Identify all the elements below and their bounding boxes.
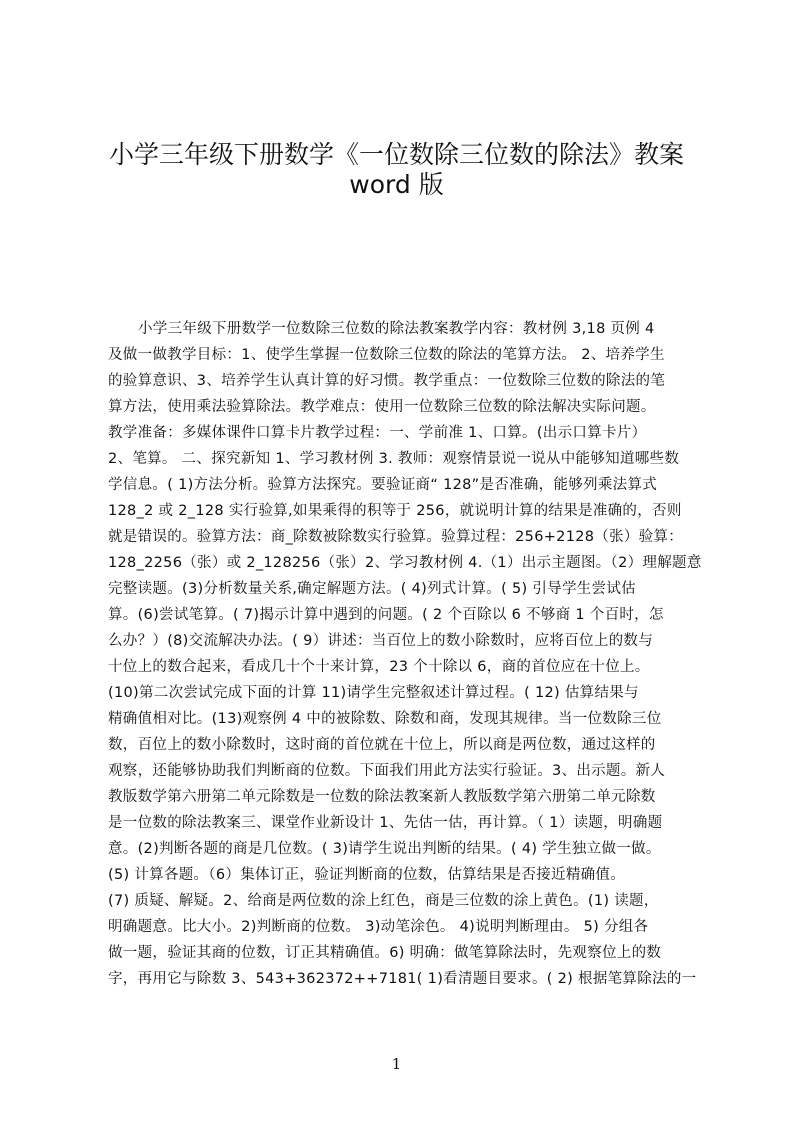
body-text-line: (5) 计算各题。（6）集体订正，验证判断商的位数，估算结果是否接近精确值。: [108, 867, 626, 883]
body-text-line: 意。(2)判断各题的商是几位数。( 3)请学生说出判断的结果。( 4) 学生独立做一做。: [108, 841, 661, 857]
body-text-line: 的验算意识、3、培养学生认真计算的好习惯。教学重点：一位数除三位数的除法的笔: [108, 373, 666, 389]
body-text-line: 字，再用它与除数 3、543+362372++7181( 1)看清题目要求。( 2) 根据笔算除法的一: [108, 971, 697, 987]
body-text-line: 完整读题。(3)分析数量关系,确定解题方法。( 4)列式计算。( 5) 引导学生尝试估: [108, 581, 636, 597]
body-text-line: 学信息。( 1)方法分析。验算方法探究。要验证商“ 128”是否准确，能够列乘法算式: [108, 477, 658, 493]
body-text-line: 128_2 或 2_128 实行验算,如果乘得的积等于 256，就说明计算的结果是准确的，否则: [108, 503, 682, 519]
body-text-line: 算方法，使用乘法验算除法。教学难点：使用一位数除三位数的除法解决实际问题。: [108, 399, 656, 415]
body-text-line: (10)第二次尝试完成下面的计算 11)请学生完整叙述计算过程。( 12) 估算结果与: [108, 685, 639, 701]
body-text-line: 教版数学第六册第二单元除数是一位数的除法教案新人教版数学第六册第二单元除数: [108, 789, 656, 805]
body-text-line: 数，百位上的数小除数时，这时商的首位就在十位上，所以商是两位数，通过这样的: [108, 737, 656, 753]
body-text-line: 128_2256（张）或 2_128256（张）2、学习教材例 4.（1）出示主题图。（2）理解题意: [108, 555, 702, 571]
body-text-line: 十位上的数合起来，看成几十个十来计算，23 个十除以 6，商的首位应在十位上。: [108, 659, 650, 675]
body-text-line: 2、笔算。 二、探究新知 1、学习教材例 3. 教师：观察情景说一说从中能够知道哪些数: [108, 451, 680, 467]
body-text-line: 么办？）(8)交流解决办法。( 9）讲述：当百位上的数小除数时，应将百位上的数与: [108, 633, 654, 649]
body-text-line: 是一位数的除法教案三、课堂作业新设计 1、先估一估，再计算。（ 1）读题，明确题: [108, 815, 663, 831]
body-text-line: (7) 质疑、解疑。2、给商是两位数的涂上红色，商是三位数的涂上黄色。(1) 读题，: [108, 893, 659, 909]
document-body: [108, 316, 706, 992]
title-line-1: 小学三年级下册数学《一位数除三位数的除法》教案: [108, 140, 684, 169]
body-text-line: 观察，还能够协助我们判断商的位数。下面我们用此方法实行验证。3、出示题。新人: [108, 763, 666, 779]
body-text-line: 算。(6)尝试笔算。( 7)揭示计算中遇到的问题。( 2 个百除以 6 不够商 1 个百时，怎: [108, 607, 664, 623]
body-text-line: 及做一做教学目标：1、使学生掌握一位数除三位数的除法的笔算方法。 2、培养学生: [108, 347, 665, 363]
body-text-line: 明确题意。比大小。2)判断商的位数。 3)动笔涂色。 4)说明判断理由。 5) 分组各: [108, 919, 649, 935]
body-text-line: 精确值相对比。(13)观察例 4 中的被除数、除数和商，发现其规律。当一位数除三位: [108, 711, 662, 727]
title-line-2: word 版: [349, 170, 444, 199]
page-number: 1: [391, 1055, 402, 1073]
body-text-line: 小学三年级下册数学一位数除三位数的除法教案教学内容：教材例 3,18 页例 4: [138, 321, 655, 337]
body-text-line: 就是错误的。验算方法：商_除数被除数实行验算。验算过程：256+2128（张）验算：: [108, 529, 684, 545]
body-text-line: 教学准备：多媒体课件口算卡片教学过程：一、学前准 1、口算。(出示口算卡片）: [108, 425, 647, 441]
body-text-line: 做一题，验证其商的位数，订正其精确值。6) 明确：做笔算除法时，先观察位上的数: [108, 945, 662, 961]
document-title: [60, 140, 733, 200]
